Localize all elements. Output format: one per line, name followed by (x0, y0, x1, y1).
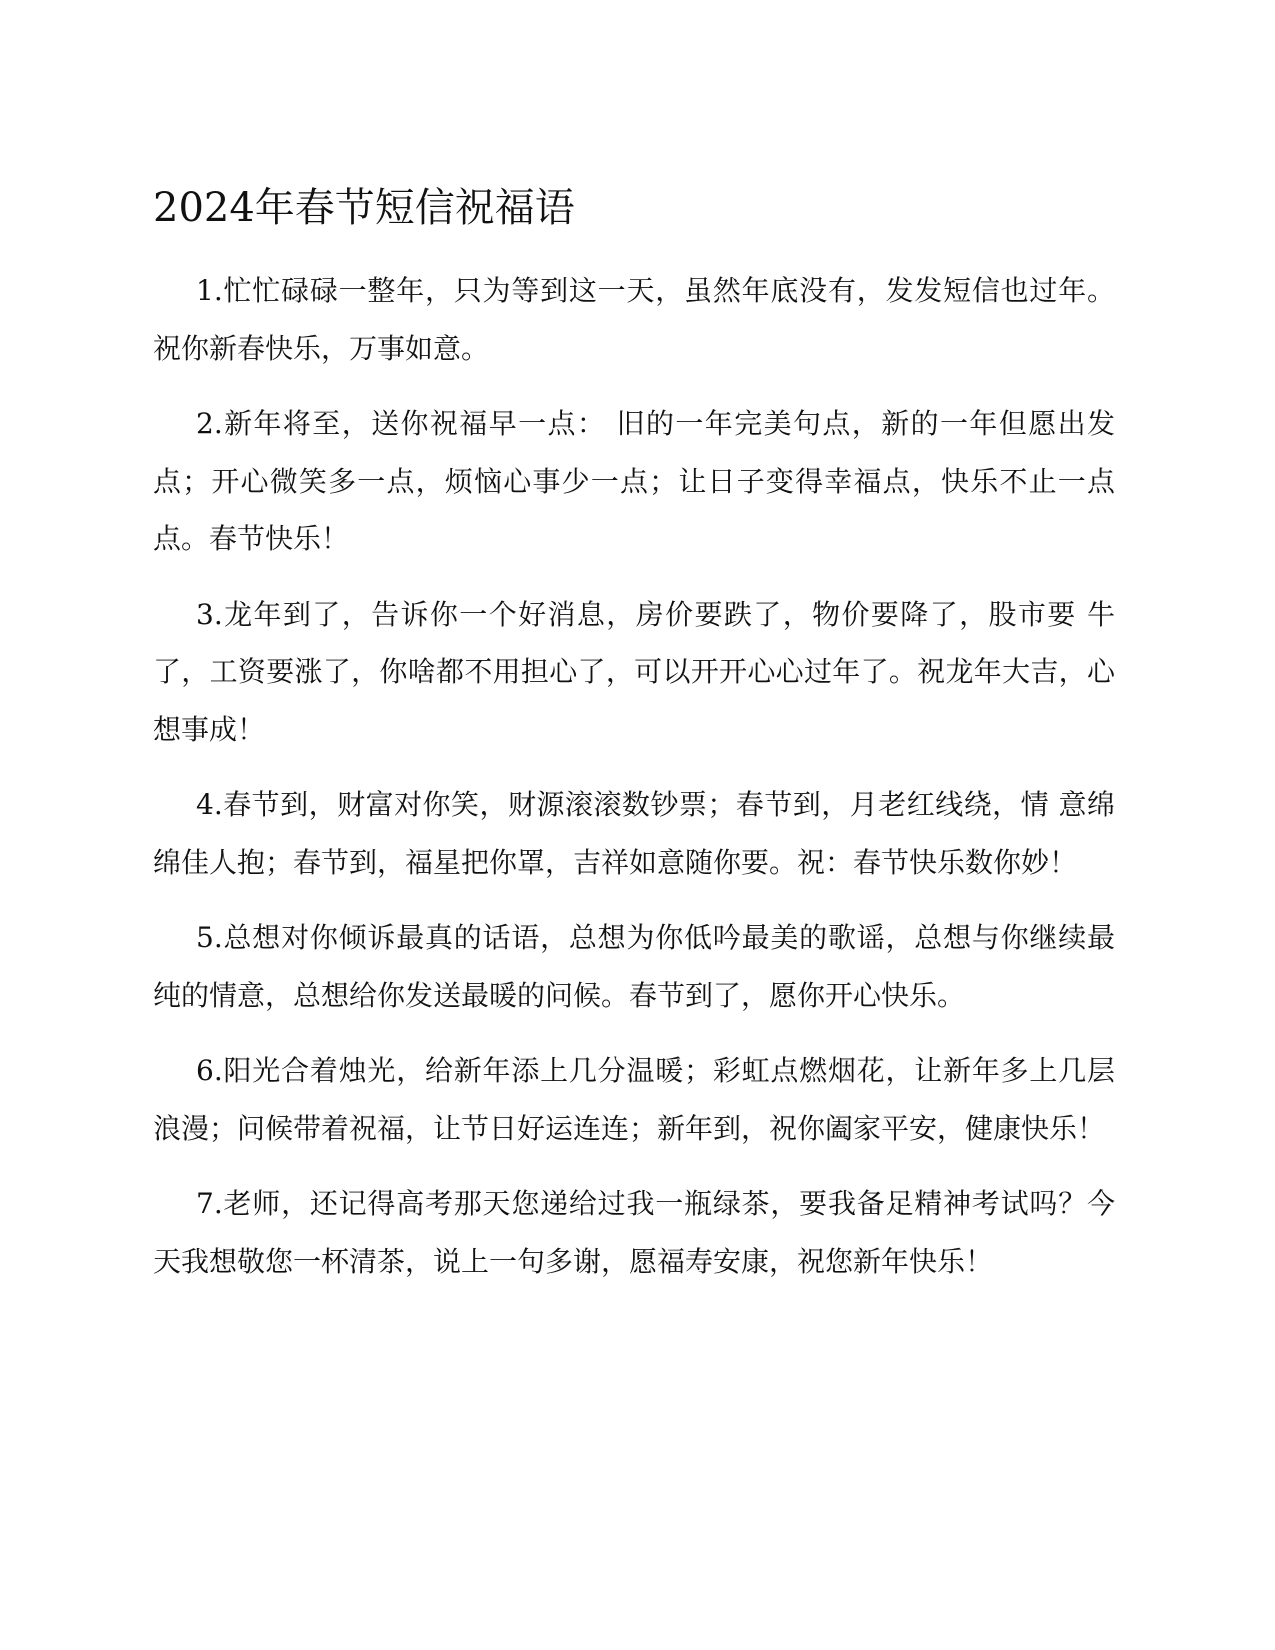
document-body (153, 262, 1115, 1308)
paragraph-5: 5.总想对你倾诉最真的话语，总想为你低吟最美的歌谣，总想与你继续最纯的情意，总想给你发送最暖的问候。春节到了，愿你开心快乐。 (153, 921, 1115, 1012)
paragraph-2: 2.新年将至，送你祝福早一点： 旧的一年完美句点，新的一年但愿出发点；开心微笑多一点，烦恼心事少一点；让日子变得幸福点，快乐不止一点点。春节快乐！ (153, 407, 1115, 555)
paragraph-3: 3.龙年到了，告诉你一个好消息，房价要跌了，物价要降了，股市要 牛了，工资要涨了，你啥都不用担心了，可以开开心心过年了。祝龙年大吉，心想事成！ (153, 597, 1115, 746)
paragraph-7: 7.老师，还记得高考那天您递给过我一瓶绿茶，要我备足精神考试吗？今天我想敬您一杯清茶，说上一句多谢，愿福寿安康，祝您新年快乐！ (153, 1187, 1115, 1278)
paragraph-1: 1.忙忙碌碌一整年，只为等到这一天，虽然年底没有，发发短信也过年。祝你新春快乐，万事如意。 (153, 274, 1115, 365)
document-title: 2024年春节短信祝福语 (153, 185, 575, 231)
paragraph-6: 6.阳光合着烛光，给新年添上几分温暖；彩虹点燃烟花，让新年多上几层浪漫；问候带着祝福，让节日好运连连；新年到，祝你阖家平安，健康快乐！ (153, 1054, 1115, 1145)
paragraph-4: 4.春节到，财富对你笑，财源滚滚数钞票；春节到，月老红线绕，情 意绵绵佳人抱；春节到，福星把你罩，吉祥如意随你要。祝：春节快乐数你妙！ (153, 788, 1115, 879)
